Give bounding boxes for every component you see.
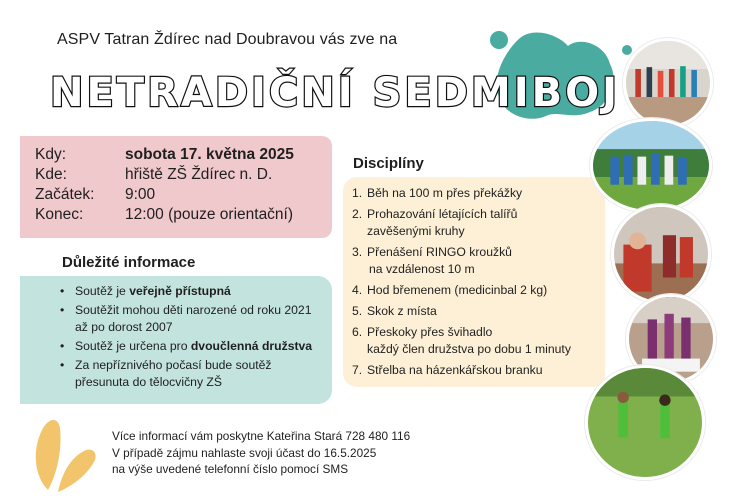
info-item [57, 283, 325, 300]
photo-award-ceremony [611, 204, 711, 304]
discipline-number: 5. [352, 303, 363, 318]
info-heading: Důležité informace [62, 254, 196, 271]
info-item-text: Soutěžit mohou děti narozené od roku 2021 až po dorost 2007 [75, 303, 312, 334]
discipline-number: 4. [352, 282, 363, 297]
info-list [57, 283, 325, 393]
event-title [40, 62, 620, 118]
detail-row-place [35, 166, 272, 184]
yellow-petals-decoration [28, 406, 108, 496]
discipline-item [352, 362, 602, 379]
info-item [57, 338, 325, 355]
discipline-item [352, 282, 602, 299]
discipline-item [352, 324, 602, 359]
discipline-text: Skok z místa [367, 303, 437, 318]
detail-row-start [35, 186, 155, 204]
discipline-number: 7. [352, 362, 363, 377]
deadline-line: V případě zájmu nahlaste svoji účast do 16.5.2025 [112, 445, 377, 460]
discipline-number: 1. [352, 186, 363, 200]
discipline-text: Přeskoky přes švihadlo [367, 324, 493, 339]
detail-value: 9:00 [125, 186, 156, 203]
contact-line: Více informací vám poskytne Kateřina Stará 728 480 116 [112, 429, 411, 443]
discipline-subtext: zavěšenými kruhy [367, 224, 465, 239]
discipline-item [352, 244, 602, 279]
info-item-bold: dvoučlenná družstva [190, 339, 313, 353]
svg-text:NETRADIČNÍ SEDMIBOJ: NETRADIČNÍ SEDMIBOJ [50, 70, 620, 116]
disciplines-heading: Disciplíny [353, 155, 424, 172]
discipline-item [352, 185, 602, 202]
discipline-subtext: každý člen družstva po dobu 1 minuty [367, 341, 571, 356]
discipline-subtext: na vzdálenost 10 m [369, 262, 475, 277]
detail-row-end [35, 206, 293, 224]
info-item [57, 302, 325, 336]
info-item-text: Soutěž je určena pro [75, 339, 191, 353]
detail-value: 12:00 (pouze orientační) [125, 206, 294, 223]
info-item [57, 357, 325, 391]
contact-info [112, 428, 410, 478]
discipline-text: Hod břemenem (medicinbal 2 kg) [367, 282, 548, 297]
discipline-text: Střelba na házenkářskou branku [367, 362, 543, 377]
discipline-text: Přenášení RINGO kroužků [367, 244, 512, 259]
info-item-text: Za nepříznivého počasí bude soutěž přesunuta do tělocvičny ZŠ [75, 358, 272, 389]
disciplines-list [352, 185, 602, 382]
photo-runners-gym [623, 38, 713, 128]
discipline-text: Běh na 100 m přes překážky [367, 186, 523, 200]
info-item-bold: veřejně přístupná [129, 284, 231, 298]
detail-label: Začátek: [35, 186, 95, 203]
discipline-text: Prohazování létajících talířů [367, 206, 518, 221]
photo-team-outdoor [590, 118, 712, 213]
detail-row-date [35, 146, 294, 164]
photo-girls-running [585, 365, 705, 480]
discipline-item [352, 303, 602, 320]
discipline-item [352, 206, 602, 241]
sms-line: na výše uvedené telefonní číslo pomocí SMS [112, 462, 349, 476]
detail-label: Kdy: [35, 146, 67, 163]
intro-text: ASPV Tatran Ždírec nad Doubravou vás zve na [57, 31, 398, 48]
detail-label: Konec: [35, 206, 84, 223]
detail-value: sobota 17. května 2025 [125, 146, 294, 163]
detail-label: Kde: [35, 166, 67, 183]
detail-value: hřiště ZŠ Ždírec n. D. [125, 166, 273, 183]
discipline-number: 2. [352, 206, 363, 221]
info-item-text: Soutěž je [75, 284, 130, 298]
discipline-number: 6. [352, 324, 363, 339]
discipline-number: 3. [352, 244, 363, 259]
